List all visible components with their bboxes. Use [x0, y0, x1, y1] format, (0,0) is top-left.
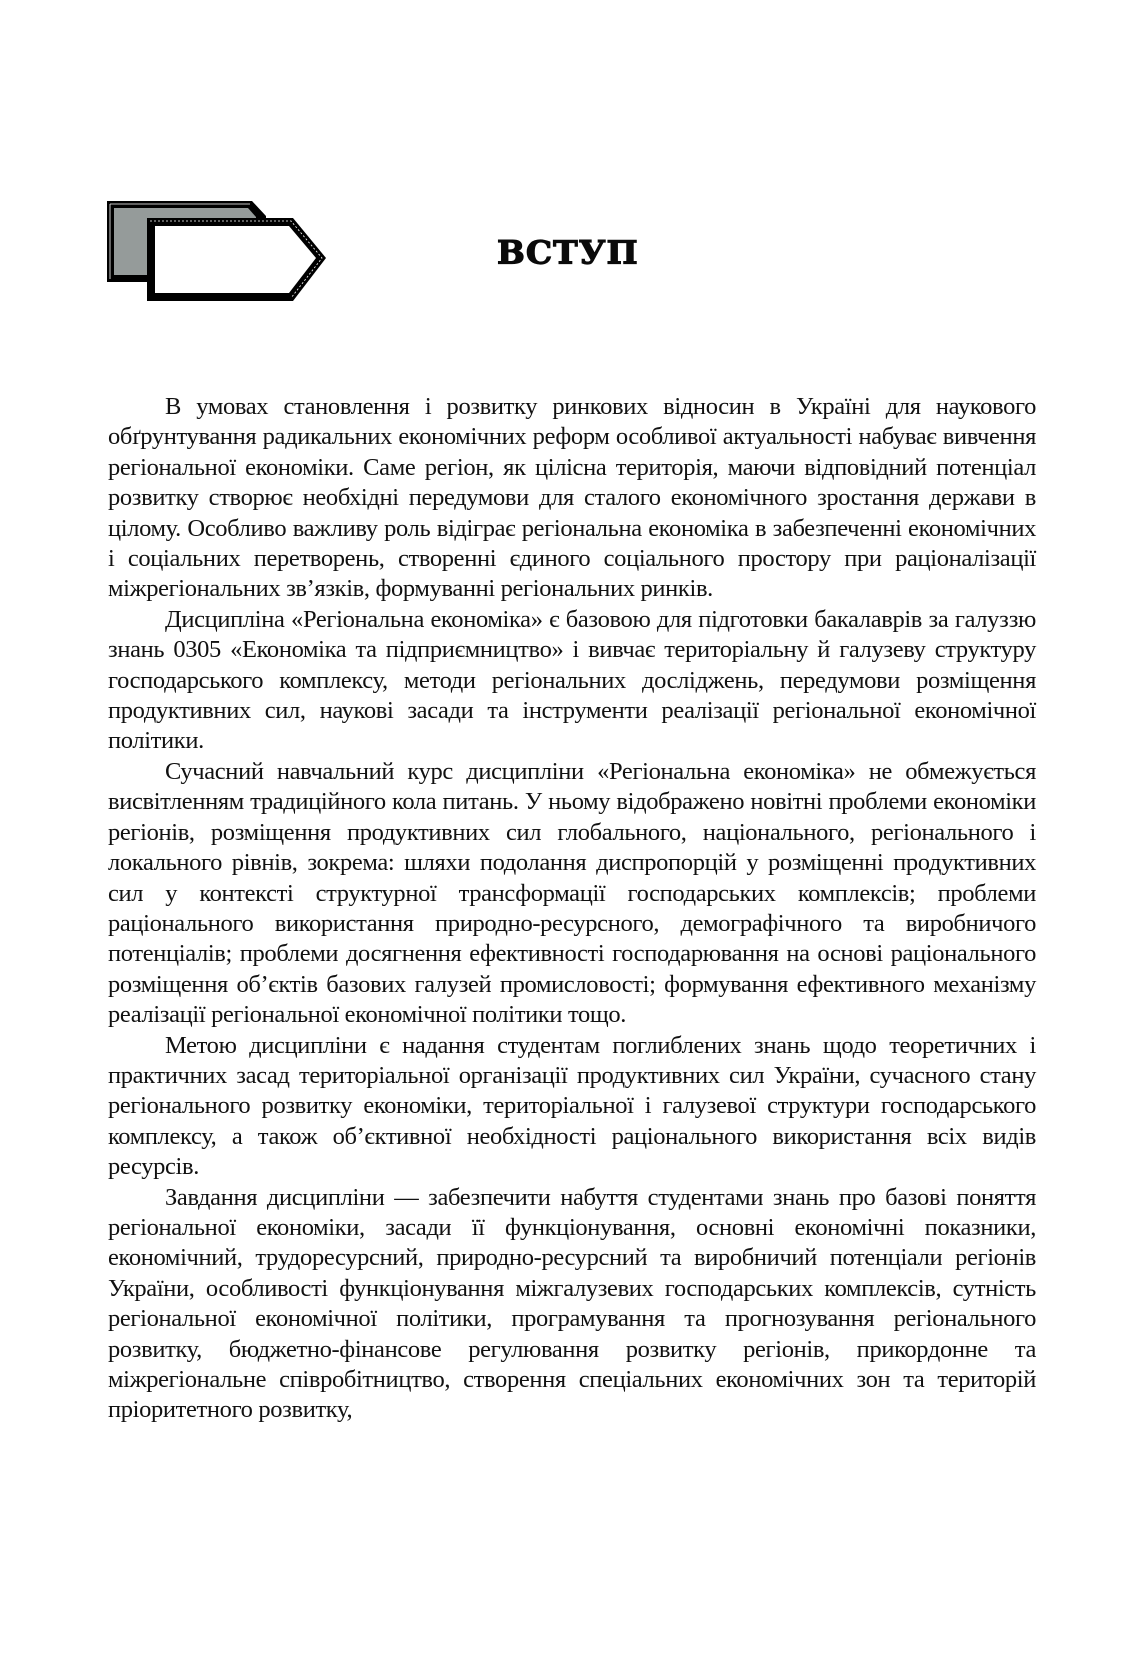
paragraph-course: Сучасний навчальний курс дисципліни «Регіональна економіка» не обмежується висвітленням традиційного кола питань. У ньому відображено новітні проблеми економіки регіонів, розміщення продуктивних сил глобального, національного, регіонального і локального рівнів, зокрема: шляхи подолання диспропорцій у розміщенні продуктивних сил у контексті структурної трансформації господарських комплексів; проблеми раціонального використання природно-ресурсного, демографічного та виробничого потенціалів; проблеми досягнення ефективності господарювання на основі раціонального розміщення об’єктів базових галузей промисловості; формування ефективного механізму реалізації регіональної економічної політики тощо.	[108, 757, 1036, 1029]
chapter-arrow-tab-icon	[104, 198, 330, 304]
chapter-title: ВСТУП	[497, 234, 639, 272]
paragraph-intro: В умовах становлення і розвитку ринкових відносин в Україні для наукового обґрунтування радикальних економічних реформ особливої актуальності набуває вивчення регіональної економіки. Саме регіон, як цілісна територія, маючи відповідний потенціал розвитку створює необхідні передумови для сталого економічного зростання держави в цілому. Особливо важливу роль відіграє регіональна економіка в забезпеченні економічних і соціальних перетворень, створенні єдиного соціального простору при раціоналізації міжрегіональних зв’язків, формуванні регіональних ринків.	[108, 393, 1036, 603]
body-text	[108, 392, 1036, 1426]
paragraph-goal: Метою дисципліни є надання студентам поглиблених знань щодо теоретичних і практичних засад територіальної організації продуктивних сил України, сучасного стану регіонального розвитку економіки, територіальної і галузевої структури господарського комплексу, а також об’єктивної необхідності раціонального використання всіх видів ресурсів.	[108, 1031, 1036, 1181]
paragraph-tasks: Завдання дисципліни — забезпечити набуття студентами знань про базові поняття регіональної економіки, засади її функціонування, основні економічні показники, економічний, трудоресурсний, природно-ресурсний та виробничий потенціали регіонів України, особливості функціонування міжгалузевих господарських комплексів, сутність регіональної економічної політики, програмування та прогнозування регіонального розвитку, бюджетно-фінансове регулювання розвитку регіонів, прикордонне та міжрегіональне співробітництво, створення спеціальних економічних зон та територій пріоритетного розвитку,	[108, 1183, 1036, 1424]
paragraph-discipline: Дисципліна «Регіональна економіка» є базовою для підготовки бакалаврів за галуззю знань 0305 «Економіка та підприємництво» і вивчає територіальну й галузеву структуру господарського комплексу, методи регіональних досліджень, передумови розміщення продуктивних сил, наукові засади та інструменти реалізації регіональної економічної політики.	[108, 605, 1036, 755]
